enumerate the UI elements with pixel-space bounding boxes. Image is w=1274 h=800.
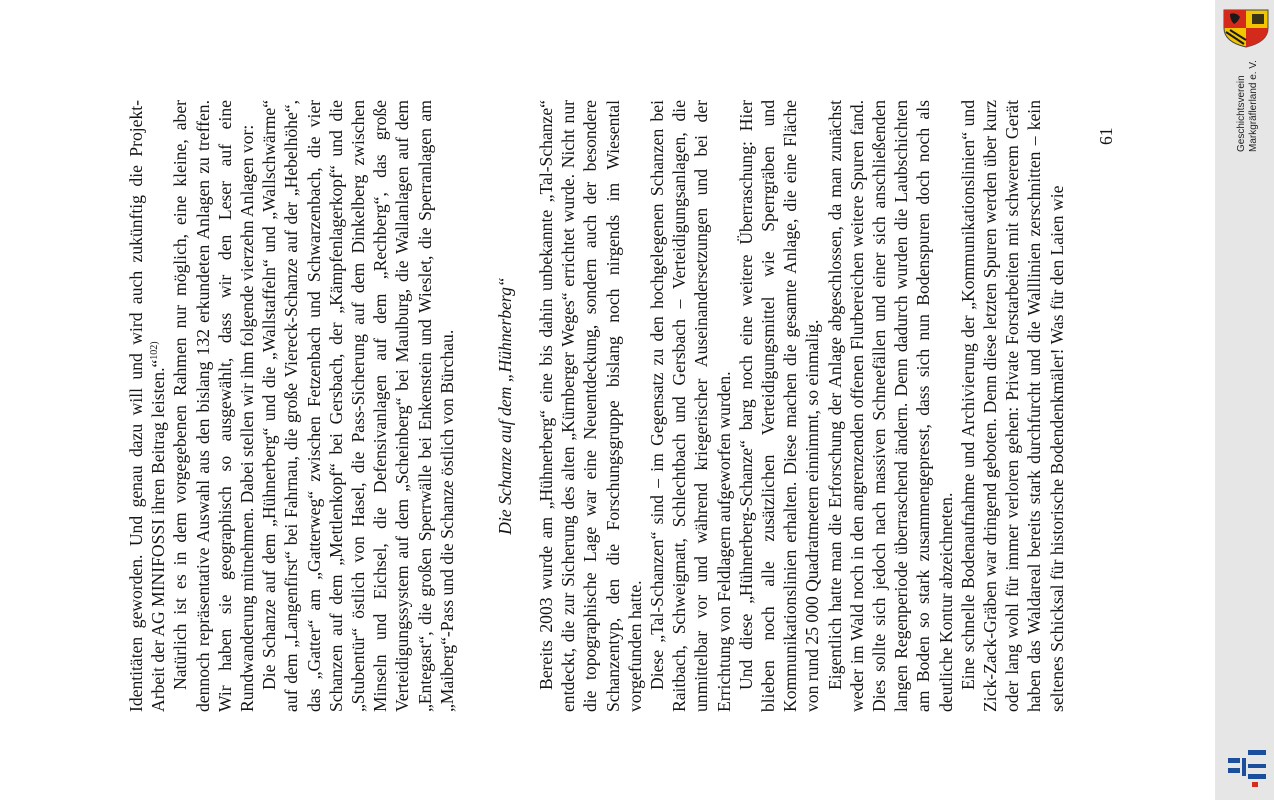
logo-red-square xyxy=(1252,782,1258,787)
section-heading: Die Schanze auf dem „Hühnerberg“ xyxy=(495,277,515,535)
paragraph: Bereits 2003 wurde am „Hühnerberg“ eine bis dahin unbekannte „Tal-Schanze“ entdeckt, die zur Sicherung des alten „Kürnberger Weges“ errichtet wurde. Nicht nur die topographische Lage war eine Neuentdeckung, sondern auch der besondere Schanzentyp, den die Forschungsgruppe bislang noch nirgends im Wiesental vorgefunden hatte. xyxy=(536,100,645,712)
paragraph: Und diese „Hühnerberg-Schanze“ barg noch eine weitere Überraschung: Hier blieben noch alle zusätzlichen Verteidigungsmittel wie Sperrgräben und Kommunikationslinien erhalten. Diese machen die gesamte Anlage, die eine Fläche von rund 25 000 Quadratmetern einnimmt, so einmalig. xyxy=(735,100,823,712)
university-library-logo-icon xyxy=(1228,744,1270,788)
text-block-bottom xyxy=(535,100,1068,712)
paragraph: Eigentlich hatte man die Erforschung der Anlage abgeschlossen, da man zunächst weder im Wald noch in den angrenzenden offenen Flurbereichen weitere Spuren fand. Dies sollte sich jedoch nach massiven Schneefällen und einer sich anschließenden langen Regenperiode überraschend ändern. Denn dadurch wurden die Laubschichten am Boden so stark zusammengepresst, dass sich nun Bodenspuren doch noch als deutliche Kontur abzeichneten. xyxy=(824,100,956,712)
society-line-2: Markgräflerland e. V. xyxy=(1248,60,1259,152)
text-block-top xyxy=(125,100,458,712)
logo-bar xyxy=(1228,768,1240,773)
paragraph: Die Schanze auf dem „Hühnerberg“ und die „Wallstaffeln“ und „Wallschwärme“ auf dem „Langenfirst“ bei Fahrnau, die große Viereck-Schanze auf der „Hebelhöhe“, das „Gatter“ am „Gatterweg“ zwischen Fetzenbach und Schwarzenbach, die vier Schanzen auf dem „Mettlenkopf“ bei Gersbach, der „Kämpfenlagerkopf“ und die „Stubentür“ östlich von Hasel, die Pass-Sicherung auf dem Dinkelberg zwischen Minseln und Eichsel, die Defensivanlagen auf dem „Rechberg“, das große Verteidigungssystem auf dem „Scheinberg“ bei Maulburg, die Wallanlagen auf dem „Entegast“, die großen Sperrwälle bei Enkenstein und Wieslet, die Sperranlagen am „Maiberg“-Pass und die Schanze östlich von Bürchau. xyxy=(259,100,457,712)
society-line-1: Geschichtsverein xyxy=(1236,75,1247,152)
logo-bar xyxy=(1248,750,1266,755)
logo-bar xyxy=(1248,764,1266,768)
paragraph: Eine schnelle Bodenaufnahme und Archivierung der „Kommunikationslinien“ und Zick-Zack-Gräben war dringend geboten. Denn diese letzten Spuren werden über kurz oder lang wohl für immer verloren gehen: Private Forstarbeiten mit schwerem Gerät haben das Waldareal bereits stark durchfurcht und die Walllinien zerschnitten – kein seltenes Schicksal für historische Bodendenkmäler! Was für den Laien wie xyxy=(957,100,1067,712)
logo-bar xyxy=(1248,774,1266,779)
society-name-rotated xyxy=(1236,52,1270,152)
paragraph: Identitäten geworden. Und genau dazu will und wird auch zukünftig die Projekt-Arbeit der AG MINIFOSSI ihren Beitrag leisten.“$^{102)}$ xyxy=(126,100,169,712)
paragraph: Diese „Tal-Schanzen“ sind – im Gegensatz zu den hochgelegenen Schanzen bei Raitbach, Schweigmatt, Schlechtbach und Gersbach – Verteidigungsanlagen, die unmittelbar vor und während kriegerischer Auseinandersetzungen und bei der Errichtung von Feldlagern aufgeworfen wurden. xyxy=(647,100,734,712)
logo-bar xyxy=(1228,758,1240,763)
coat-of-arms-icon xyxy=(1222,8,1270,48)
paragraph: Natürlich ist es in dem vorgegebenen Rahmen nur möglich, eine kleine, aber dennoch repräsentative Auswahl aus den bislang 132 erkundeten Anlagen zu treffen. Wir haben sie geographisch so ausgewählt, dass wir den Leser auf eine Rundwanderung mitnehmen. Dabei stellen wir ihm folgende vierzehn Anlagen vor: xyxy=(170,100,258,712)
society-name xyxy=(1236,52,1270,152)
logo-bar xyxy=(1242,758,1246,776)
page-number: 61 xyxy=(1096,127,1116,145)
crest-checker xyxy=(1252,14,1264,24)
footnote-ref: 102) xyxy=(149,341,161,360)
